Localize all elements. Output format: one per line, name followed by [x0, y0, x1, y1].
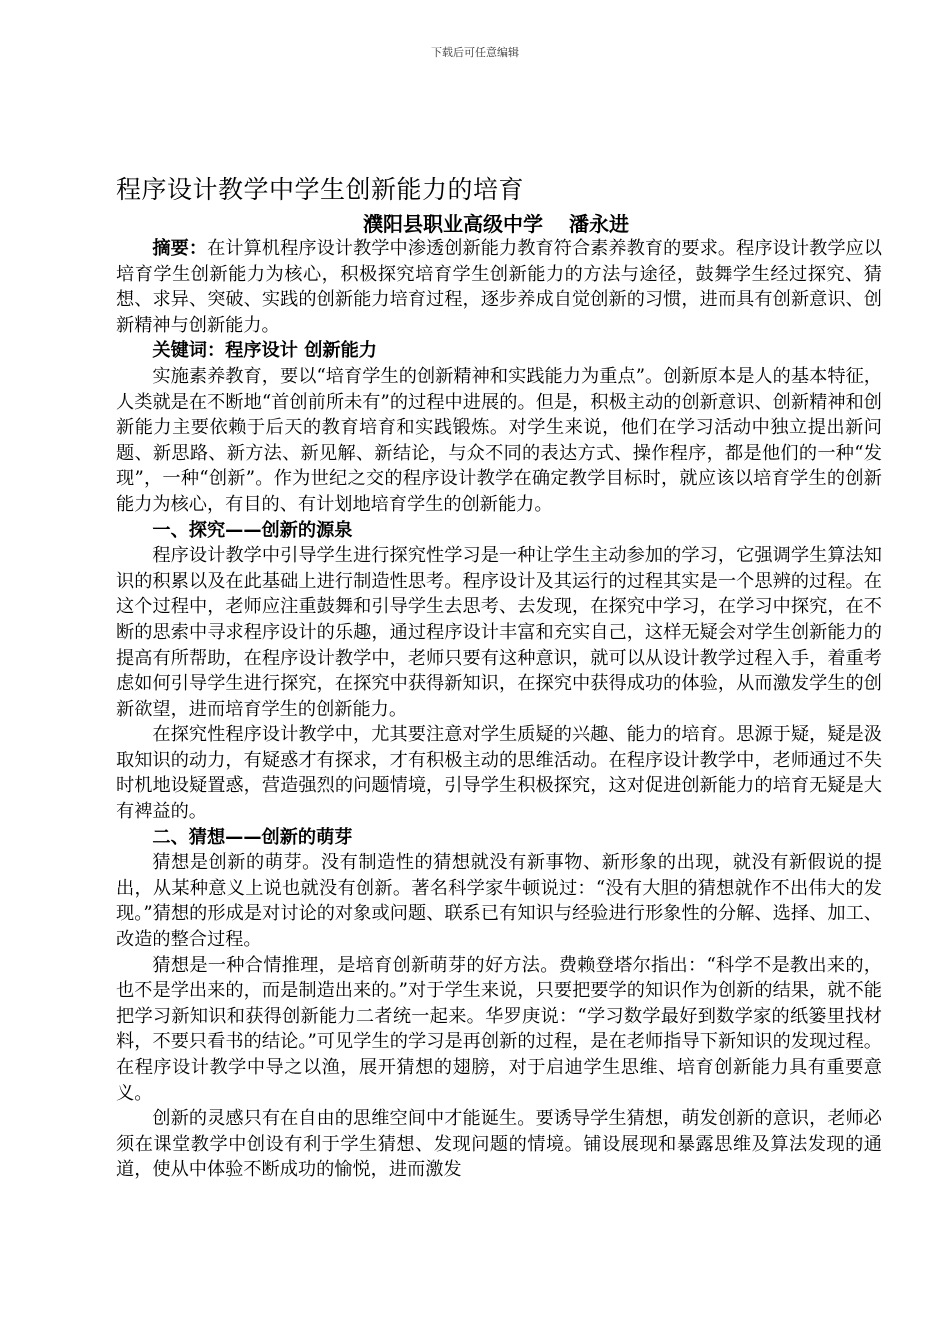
- section2-paragraph: 创新的灵感只有在自由的思维空间中才能诞生。要诱导学生猜想，萌发创新的意识，老师必须在课堂教学中创设有利于学生猜想、发现问题的情境。铺设展现和暴露思维及算法发现的通道，使从中体验不断成功的愉悦，进而激发: [116, 1108, 882, 1181]
- section2-paragraph: 猜想是创新的萌芽。没有制造性的猜想就没有新事物、新形象的出现，就没有新假说的提出，从某种意义上说也就没有创新。著名科学家牛顿说过：“没有大胆的猜想就作不出伟大的发现。”猜想的形成是对讨论的对象或问题、联系已有知识与经验进行形象性的分解、选择、加工、改造的整合过程。: [116, 852, 882, 951]
- section1-paragraph: 程序设计教学中引导学生进行探究性学习是一种让学生主动参加的学习，它强调学生算法知识的积累以及在此基础上进行制造性思考。程序设计及其运行的过程其实是一个思辨的过程。在这个过程中，老师应注重鼓舞和引导学生去思考、去发现，在探究中学习，在学习中探究，在不断的思索中寻求程序设计的乐趣，通过程序设计丰富和充实自己，这样无疑会对学生创新能力的提高有所帮助，在程序设计教学中，老师只要有这种意识，就可以从设计教学过程入手，着重考虑如何引导学生进行探究，在探究中获得新知识，在探究中获得成功的体验，从而激发学生的创新欲望，进而培育学生的创新能力。: [116, 545, 882, 720]
- abstract-text: 在计算机程序设计教学中渗透创新能力教育符合素养教育的要求。程序设计教学应以培育学生创新能力为核心，积极探究培育学生创新能力的方法与途径，鼓舞学生经过探究、猜想、求异、突破、实践的创新能力培育过程，逐步养成自觉创新的习惯，进而具有创新意识、创新精神与创新能力。: [116, 238, 882, 336]
- byline: [116, 208, 876, 237]
- document-body: [116, 236, 882, 1183]
- section-heading-2: 二、猜想——创新的萌芽: [152, 826, 353, 848]
- keywords-line: 关键词：程序设计 创新能力: [152, 340, 377, 362]
- section1-paragraph: 在探究性程序设计教学中，尤其要注意对学生质疑的兴趣、能力的培育。思源于疑，疑是汲取知识的动力，有疑惑才有探求，才有积极主动的思维活动。在程序设计教学中，老师通过不失时机地设疑置惑，营造强烈的问题情境，引导学生积极探究，这对促进创新能力的培育无疑是大有裨益的。: [116, 724, 882, 823]
- header-note: 下载后可任意编辑: [431, 46, 519, 59]
- byline-author: 潘永进: [569, 212, 629, 236]
- document-title: 程序设计教学中学生创新能力的培育: [116, 175, 525, 204]
- section-heading-1: 一、探究——创新的源泉: [152, 519, 353, 541]
- section2-paragraph: 猜想是一种合情推理，是培育创新萌芽的好方法。费赖登塔尔指出：“科学不是教出来的，也不是学出来的，而是制造出来的。”对于学生来说，只要把要学的知识作为创新的结果，就不能把学习新知识和获得创新能力二者统一起来。华罗庚说：“学习数学最好到数学家的纸篓里找材料，不要只看书的结论。”可见学生的学习是再创新的过程，是在老师指导下新知识的发现过程。在程序设计教学中导之以渔，展开猜想的翅膀，对于启迪学生思维、培育创新能力具有重要意义。: [116, 954, 882, 1104]
- intro-paragraph: 实施素养教育，要以“培育学生的创新精神和实践能力为重点”。创新原本是人的基本特征，人类就是在不断地“首创前所未有”的过程中进展的。但是，积极主动的创新意识、创新精神和创新能力主要依赖于后天的教育培育和实践锻炼。对学生来说，他们在学习活动中独立提出新问题、新思路、新方法、新见解、新结论，与众不同的表达方式、操作程序，都是他们的一种“发现”，一种“创新”。作为世纪之交的程序设计教学在确定教学目标时，就应该以培育学生的创新能力为核心，有目的、有计划地培育学生的创新能力。: [116, 365, 882, 515]
- abstract-paragraph: [116, 236, 882, 338]
- byline-school: 濮阳县职业高级中学: [363, 212, 543, 236]
- abstract-label: 摘要：: [152, 238, 208, 259]
